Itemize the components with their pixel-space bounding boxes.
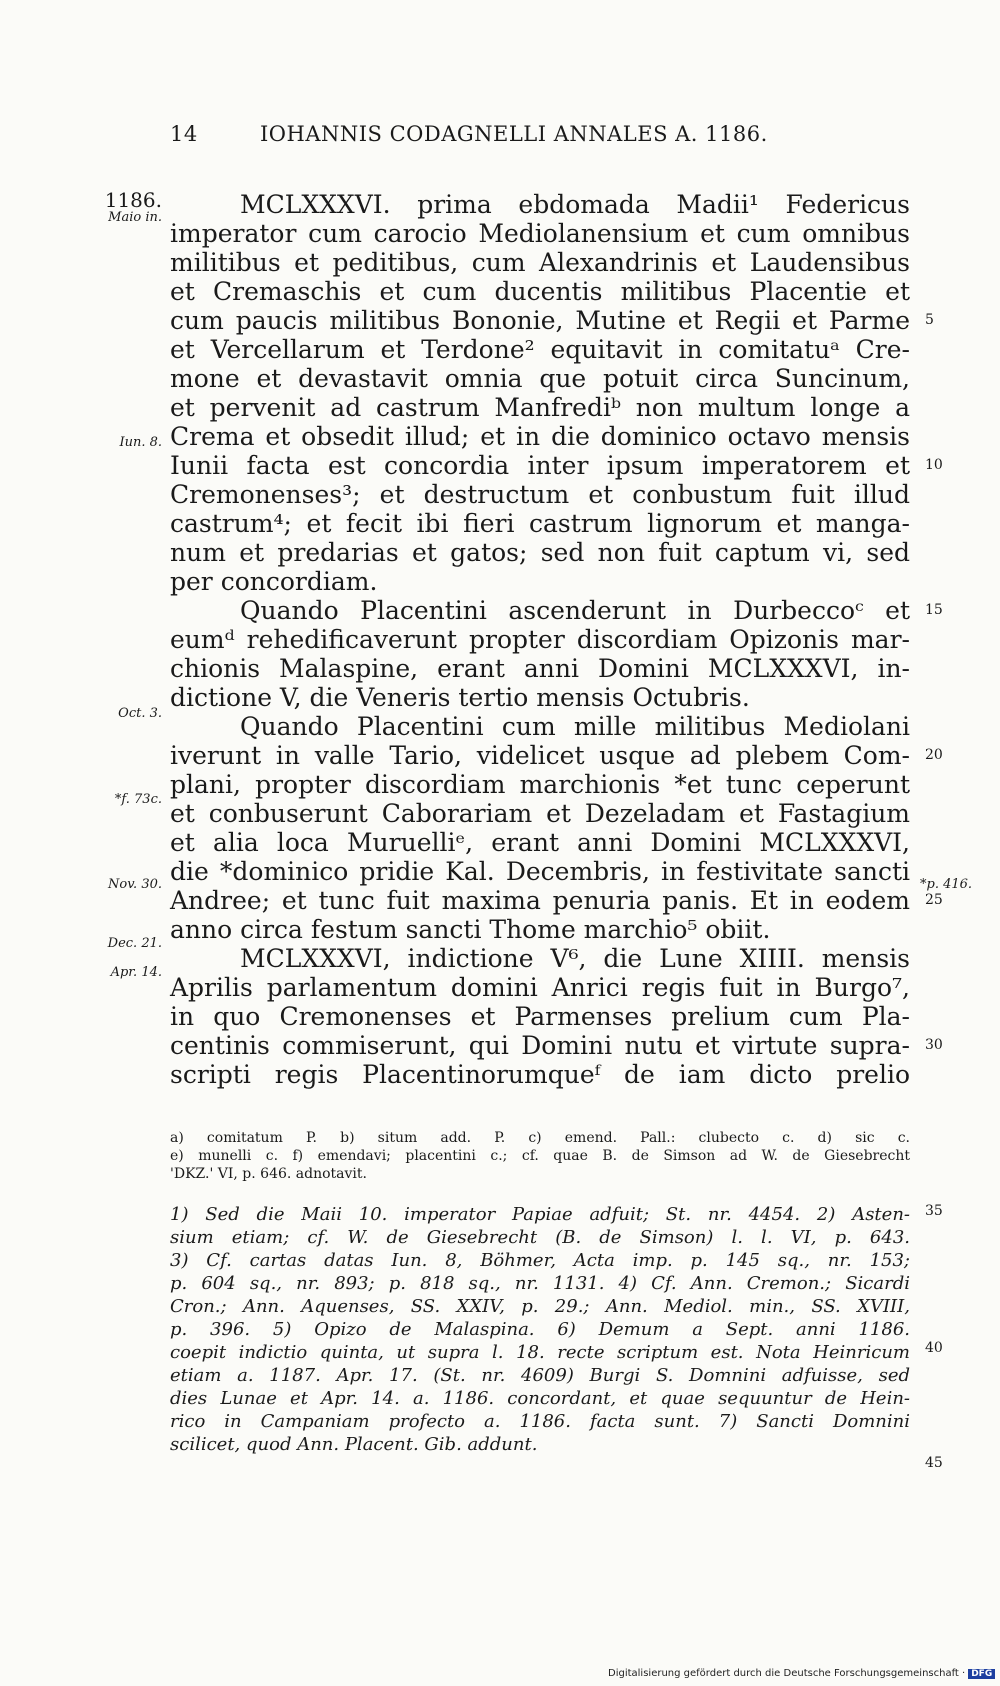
text-line: in quo Cremonenses et Parmenses prelium cum Pla- (170, 1002, 910, 1031)
line-number: 35 (925, 1203, 943, 1219)
line-number: 25 (925, 892, 943, 908)
text-line: MCLXXXVI, indictione V⁶, die Lune XIIII. mensis (240, 944, 910, 973)
text-line: Quando Placentini cum mille militibus Mediolani (240, 712, 910, 741)
text-line: chionis Malaspine, erant anni Domini MCLXXXVI, in- (170, 654, 910, 683)
text-line: iverunt in valle Tario, videlicet usque ad plebem Com- (170, 741, 910, 770)
margin-date-nov: Nov. 30. (108, 877, 162, 892)
line-number: 10 (925, 457, 943, 473)
text-line: Quando Placentini ascenderunt in Durbeccoᶜ et (240, 596, 910, 625)
line-number: 20 (925, 747, 943, 763)
footnote-line: scilicet, quod Ann. Placent. Gib. addunt. (170, 1434, 538, 1455)
text-line: centinis commiserunt, qui Domini nutu et virtute supra- (170, 1031, 910, 1060)
text-line: et alia loca Muruelliᵉ, erant anni Domini MCLXXXVI, (170, 828, 910, 857)
running-title: IOHANNIS CODAGNELLI ANNALES A. 1186. (260, 122, 768, 146)
credit-text: Digitalisierung gefördert durch die Deutsche Forschungsgemeinschaft · (608, 1668, 966, 1679)
text-line: cum paucis militibus Bononie, Mutine et Regii et Parme (170, 306, 910, 335)
footnote-line: coepit indictio quinta, ut supra l. 18. recte scriptum est. Nota Heinricum (170, 1342, 910, 1363)
footnote-line: sium etiam; cf. W. de Giesebrecht (B. de Simson) l. l. VI, p. 643. (170, 1227, 910, 1248)
text-line: Crema et obsedit illud; et in die dominico octavo mensis (170, 422, 910, 451)
footnote-line: dies Lunae et Apr. 14. a. 1186. concordant, et quae sequuntur de Hein- (170, 1388, 910, 1409)
margin-date-maio: Maio in. (108, 210, 162, 225)
apparatus-line: a) comitatum P. b) situm add. P. c) emend. Pall.: clubecto c. d) sic c. (170, 1130, 910, 1146)
text-line: anno circa festum sancti Thome marchio⁵ obiit. (170, 915, 771, 944)
margin-ref-p416: *p. 416. (920, 877, 973, 892)
text-line: Andree; et tunc fuit maxima penuria panis. Et in eodem (170, 886, 910, 915)
line-number: 45 (925, 1455, 943, 1471)
line-number: 5 (925, 312, 934, 328)
margin-ref-f73: *f. 73c. (114, 792, 162, 807)
footnote-line: p. 604 sq., nr. 893; p. 818 sq., nr. 1131. 4) Cf. Ann. Cremon.; Sicardi (170, 1273, 910, 1294)
footnote-line: 1) Sed die Maii 10. imperator Papiae adfuit; St. nr. 4454. 2) Asten- (170, 1204, 910, 1225)
text-line: Aprilis parlamentum domini Anrici regis fuit in Burgo⁷, (170, 973, 910, 1002)
text-line: die *dominico pridie Kal. Decembris, in festivitate sancti (170, 857, 910, 886)
apparatus-line: 'DKZ.' VI, p. 646. adnotavit. (170, 1166, 367, 1182)
text-line: et Cremaschis et cum ducentis militibus Placentie et (170, 277, 910, 306)
line-number: 40 (925, 1340, 943, 1356)
page-number: 14 (170, 122, 198, 146)
margin-date-dec: Dec. 21. (107, 936, 162, 951)
footnote-line: Cron.; Ann. Aquenses, SS. XXIV, p. 29.; Ann. Mediol. min., SS. XVIII, (170, 1296, 910, 1317)
text-line: dictione V, die Veneris tertio mensis Octubris. (170, 683, 750, 712)
text-line: et Vercellarum et Terdone² equitavit in comitatuᵃ Cre- (170, 335, 910, 364)
text-line: Iunii facta est concordia inter ipsum imperatorem et (170, 451, 910, 480)
text-line: eumᵈ rehedificaverunt propter discordiam Opizonis mar- (170, 625, 910, 654)
text-line: imperator cum carocio Mediolanensium et cum omnibus (170, 219, 910, 248)
text-line: scripti regis Placentinorumqueᶠ de iam dicto prelio (170, 1060, 910, 1089)
text-line: castrum⁴; et fecit ibi fieri castrum lignorum et manga- (170, 509, 910, 538)
apparatus-line: e) munelli c. f) emendavi; placentini c.; cf. quae B. de Simson ad W. de Giesebrecht (170, 1148, 910, 1164)
margin-date-oct: Oct. 3. (118, 706, 162, 721)
margin-year: 1186. (104, 188, 162, 212)
text-line: et conbuserunt Caborariam et Dezeladam et Fastagium (170, 799, 910, 828)
text-line: plani, propter discordiam marchionis *et tunc ceperunt (170, 770, 910, 799)
line-number: 30 (925, 1037, 943, 1053)
footnote-line: p. 396. 5) Opizo de Malaspina. 6) Demum a Sept. anni 1186. (170, 1319, 910, 1340)
footnote-line: etiam a. 1187. Apr. 17. (St. nr. 4609) Burgi S. Domnini adfuisse, sed (170, 1365, 910, 1386)
digitization-credit (608, 1668, 995, 1679)
text-line: militibus et peditibus, cum Alexandrinis et Laudensibus (170, 248, 910, 277)
running-header (170, 122, 810, 146)
text-line: MCLXXXVI. prima ebdomada Madii¹ Federicus (240, 190, 910, 219)
footnote-line: rico in Campaniam profecto a. 1186. facta sunt. 7) Sancti Domnini (170, 1411, 910, 1432)
text-line: mone et devastavit omnia que potuit circa Suncinum, (170, 364, 910, 393)
margin-date-iun: Iun. 8. (119, 435, 162, 450)
text-line: per concordiam. (170, 567, 378, 596)
text-line: Cremonenses³; et destructum et conbustum fuit illud (170, 480, 910, 509)
margin-date-apr: Apr. 14. (110, 965, 162, 980)
text-line: num et predarias et gatos; sed non fuit captum vi, sed (170, 538, 910, 567)
dfg-logo: DFG (968, 1669, 995, 1679)
text-line: et pervenit ad castrum Manfrediᵇ non multum longe a (170, 393, 910, 422)
footnote-line: 3) Cf. cartas datas Iun. 8, Böhmer, Acta imp. p. 145 sq., nr. 153; (170, 1250, 910, 1271)
line-number: 15 (925, 602, 943, 618)
